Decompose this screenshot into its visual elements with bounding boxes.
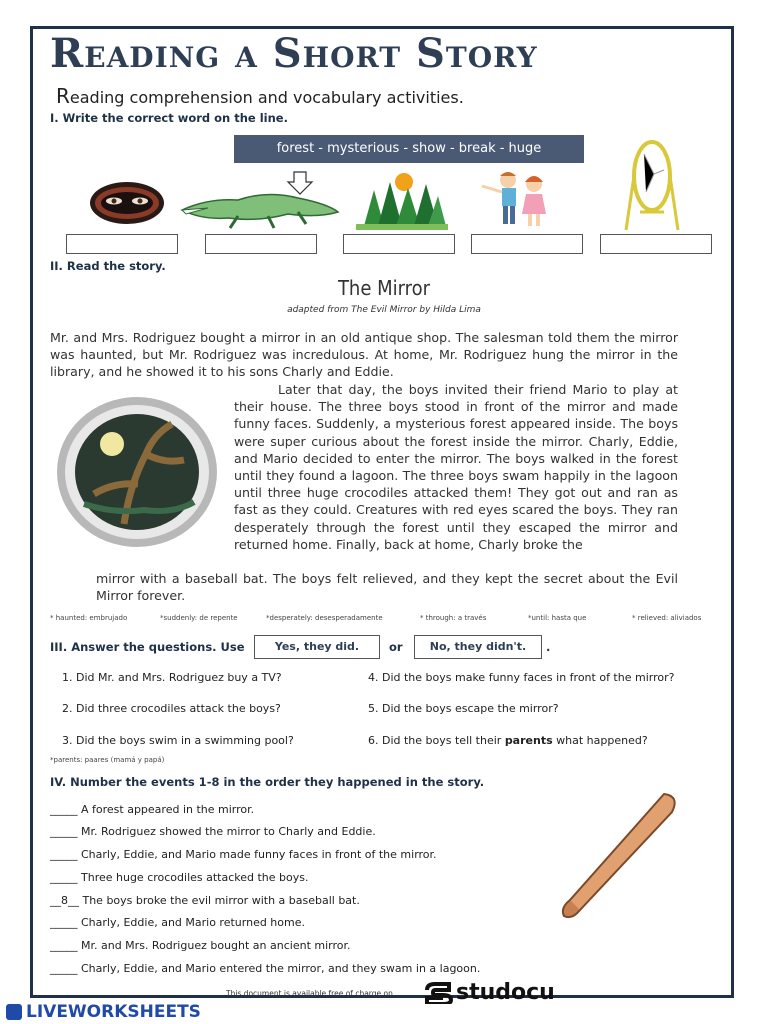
broken-mirror-image xyxy=(620,134,684,234)
subtitle-rest: eading comprehension and vocabulary activities. xyxy=(69,88,464,107)
parents-note: *parents: paares (mamá y papá) xyxy=(50,756,165,764)
event-line: _____ Mr. Rodriguez showed the mirror to Charly and Eddie. xyxy=(50,825,376,838)
magic-mirror-image xyxy=(54,394,220,550)
question-6 xyxy=(368,734,648,747)
question-3: 3. Did the boys swim in a swimming pool? xyxy=(62,734,294,747)
question-1: 1. Did Mr. and Mrs. Rodriguez buy a TV? xyxy=(62,671,282,684)
event-line: _____ Charly, Eddie, and Mario made funny faces in front of the mirror. xyxy=(50,848,437,861)
event-line: __8__ The boys broke the evil mirror with a baseball bat. xyxy=(50,894,360,907)
glossary-item: *until: hasta que xyxy=(528,614,587,622)
section1-heading: I. Write the correct word on the line. xyxy=(50,111,288,125)
story-paragraph-3: mirror with a baseball bat. The boys felt relieved, and they kept the secret about the Evil Mirror forever. xyxy=(96,571,678,604)
answer-blank-3[interactable] xyxy=(343,234,455,254)
event-line: _____ Charly, Eddie, and Mario entered the mirror, and they swam in a lagoon. xyxy=(50,962,481,975)
section2-heading: II. Read the story. xyxy=(50,259,166,273)
glossary-item: *suddenly: de repente xyxy=(160,614,238,622)
subtitle-initial: R xyxy=(56,84,70,108)
story-title: The Mirror xyxy=(337,276,431,300)
question-6-text: 6. Did the boys tell their xyxy=(368,734,505,747)
period-label: . xyxy=(546,640,551,654)
glossary-item: *desperately: desesperadamente xyxy=(266,614,383,622)
question-2: 2. Did three crocodiles attack the boys? xyxy=(62,702,281,715)
story-paragraph-1: Mr. and Mrs. Rodriguez bought a mirror in an old antique shop. The salesman told them the mirror was haunted, but Mr. Rodriguez was incredulous. At home, Mr. Rodriguez hung the mirror in the library, and he showed it to his sons Charly and Eddie. xyxy=(50,330,678,380)
studocu-logo-icon xyxy=(423,982,453,1004)
event-line: _____ Charly, Eddie, and Mario returned home. xyxy=(50,916,305,929)
liveworksheets-logo-icon xyxy=(6,1004,22,1020)
page-subtitle xyxy=(56,84,464,108)
glossary-item: * relieved: aliviados xyxy=(632,614,702,622)
event-line: _____ Mr. and Mrs. Rodriguez bought an ancient mirror. xyxy=(50,939,351,952)
question-6-bold: parents xyxy=(504,734,553,747)
question-4: 4. Did the boys make funny faces in front of the mirror? xyxy=(368,671,675,684)
liveworksheets-brand: LIVEWORKSHEETS xyxy=(26,1002,201,1022)
event-line: _____ Three huge crocodiles attacked the boys. xyxy=(50,871,309,884)
children-pointing-image xyxy=(478,168,558,232)
answer-blank-5[interactable] xyxy=(600,234,712,254)
answer-blank-1[interactable] xyxy=(66,234,178,254)
story-credit: adapted from The Evil Mirror by Hilda Lima xyxy=(287,305,481,315)
glossary-item: * through: a través xyxy=(420,614,487,622)
footer-note: This document is available free of charge on xyxy=(226,989,393,998)
or-label: or xyxy=(389,640,403,654)
studocu-brand: studocu xyxy=(456,980,555,1005)
answer-no-box: No, they didn't. xyxy=(414,635,542,659)
question-6-end: what happened? xyxy=(552,734,648,747)
answer-blank-2[interactable] xyxy=(205,234,317,254)
baseball-bat-image xyxy=(540,786,700,926)
event-line: _____ A forest appeared in the mirror. xyxy=(50,803,255,816)
word-bank: forest - mysterious - show - break - huge xyxy=(234,135,584,163)
answer-yes-box: Yes, they did. xyxy=(254,635,380,659)
section3-heading: III. Answer the questions. Use xyxy=(50,640,245,654)
question-5: 5. Did the boys escape the mirror? xyxy=(368,702,559,715)
eyes-image xyxy=(88,180,166,226)
crocodile-image xyxy=(178,168,342,230)
story-paragraph-2: Later that day, the boys invited their friend Mario to play at their house. The three boys stood in front of the mirror and made funny faces. Suddenly, a mysterious forest appeared inside. The boys were super curious about the forest inside the mirror. Charly, Eddie, and Mario decided to enter the mirror. The boys walked in the forest until they found a lagoon. The three boys swam happily in the lagoon until three huge crocodiles attacked them! They got out and ran as fast as they could. Creatures with red eyes scared the boys. They ran desperately through the forest until they escaped the mirror and returned home. Finally, back at home, Charly broke the xyxy=(234,382,678,552)
section4-heading: IV. Number the events 1-8 in the order they happened in the story. xyxy=(50,775,485,789)
forest-image xyxy=(356,170,448,230)
page-title: Reading a Short Story xyxy=(50,30,538,77)
glossary-item: * haunted: embrujado xyxy=(50,614,128,622)
answer-blank-4[interactable] xyxy=(471,234,583,254)
